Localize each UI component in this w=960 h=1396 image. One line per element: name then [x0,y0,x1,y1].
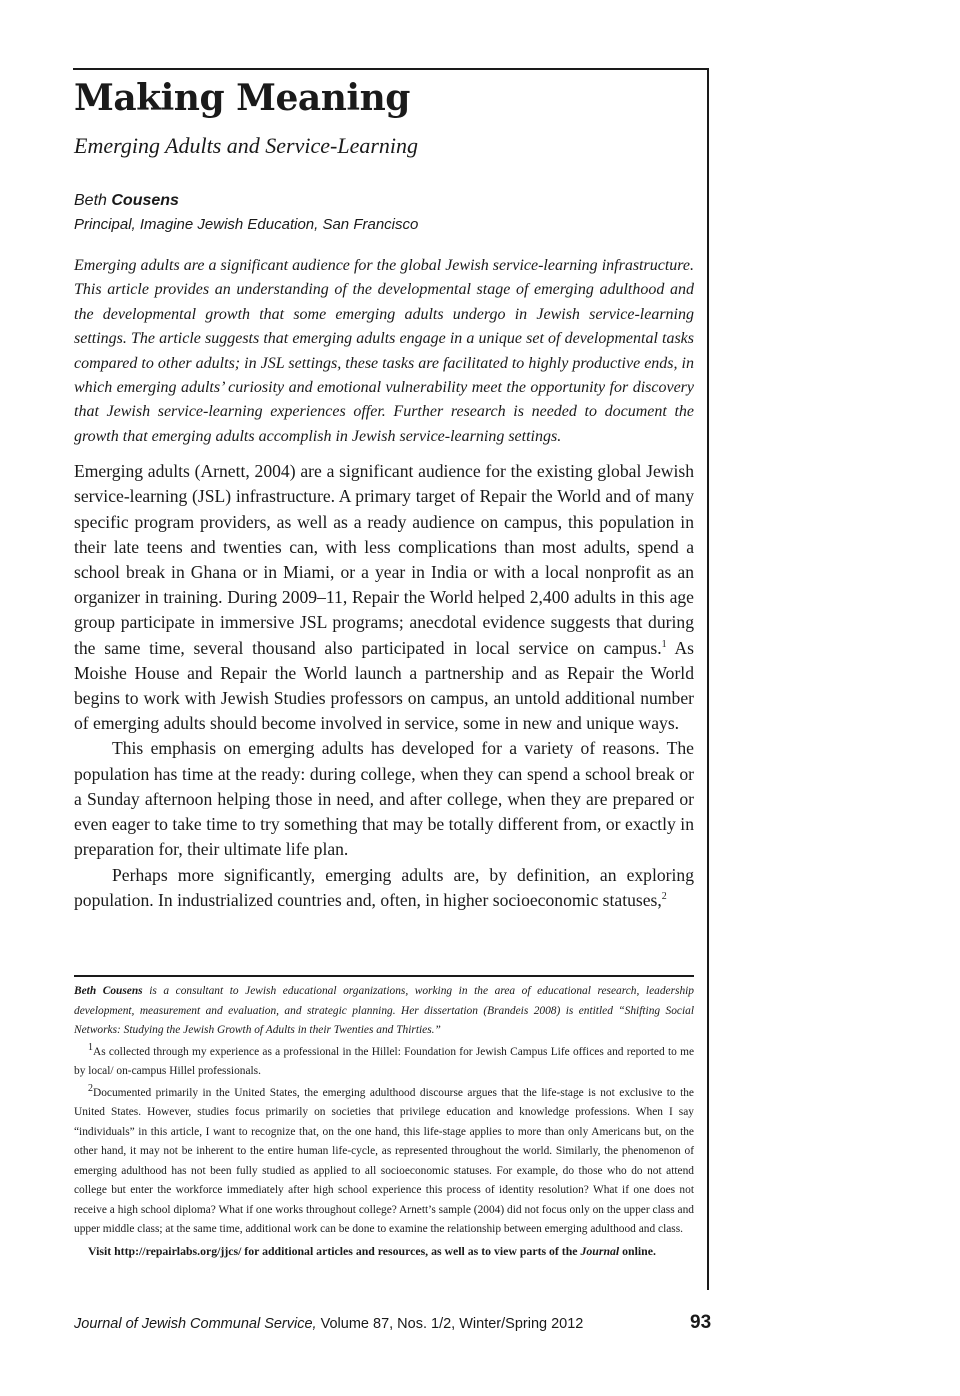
body-paragraph-1 [74,459,694,736]
article-subtitle: Emerging Adults and Service-Learning [74,133,419,158]
top-rule [73,68,709,70]
article-content [74,76,694,913]
footnote-2 [74,1084,694,1240]
footnote-1-number: 1 [88,1041,93,1053]
right-rule [707,68,709,1290]
author-affiliation: Principal, Imagine Jewish Education, San Francisco [74,216,419,233]
journal-name: Journal of Jewish Communal Service, [74,1316,317,1332]
footnote-ref-2: 2 [661,890,667,902]
author-bio [74,982,694,1041]
visit-note [74,1242,694,1262]
journal-issue: Volume 87, Nos. 1/2, Winter/Spring 2012 [316,1316,584,1332]
author-last-name: Cousens [111,192,179,209]
journal-footer [74,1316,583,1332]
footnote-ref-1: 1 [661,638,667,650]
body-paragraph-3 [74,863,694,913]
visit-note-end: online. [619,1243,656,1258]
visit-note-text: Visit http://repairlabs.org/jjcs/ for additional articles and resources, as well as to view parts of the [88,1243,581,1258]
page-number: 93 [690,1312,712,1333]
body-paragraph-1-text-b: As Moishe House and Repair the World launch a partnership and as Repair the World begins to work with Jewish Studies professors on campus, an untold additional number of emerging adults should become involved in service, some in new and unique ways. [74,637,694,734]
author-name [74,190,694,212]
author-bio-name: Beth Cousens [74,985,143,997]
visit-note-journal: Journal [580,1243,620,1258]
footnote-rule [74,975,694,977]
body-paragraph-2: This emphasis on emerging adults has developed for a variety of reasons. The population has time at the ready: during college, when they can spend a school break or a Sunday afternoon helping those in need, and after college, when they are prepared or even eager to take time to try something that may be totally different from, or exactly in preparation for, their ultimate life plan. [74,738,694,860]
footnote-2-text: Documented primarily in the United States, the emerging adulthood discourse argues that the life-stage is not exclusive to the United States. However, studies focus primarily on societies that privilege education and knowledge professions. When I say “individuals” in this article, I want to recognize that, on the one hand, this life-stage applies to more than only Americans but, on the other hand, it may not be inherent to the entire human life-cycle, as represented throughout the world. Similarly, the phenomenon of emerging adulthood has not been fully studied as applied to all socioeconomic statuses. For example, do those who do not attend college but enter the workforce immediately after high school experience this process of identity resolution? What if one does not receive a high school diploma? What if one works throughout college? Arnett’s sample (2004) did not focus only on the upper class and upper middle class; at the same time, additional work can be done to examine the relationship between emerging adulthood and class. [74,1086,694,1235]
body-paragraph-1-text-a: Emerging adults (Arnett, 2004) are a significant audience for the existing global Jewish service-learning (JSL) infrastructure. A primary target of Repair the World and of many specific program providers, as well as a ready audience on campus, this population in their late teens and twenties can, with less complications than most adults, spend a school break in Ghana or in Miami, or a year in India or with a local nonprofit as an organizer in training. During 2009–11, Repair the World helped 2,400 adults in this age group participate in immersive JSL programs; anecdotal evidence suggests that during the same time, several thousand also participated in local service on campus. [74,461,694,658]
footnotes [74,982,694,1261]
body-paragraph-3-text: Perhaps more significantly, emerging adults are, by definition, an exploring population. In industrialized countries and, often, in higher socioeconomic statuses, [74,864,694,910]
footnote-1-text: As collected through my experience as a professional in the Hillel: Foundation for Jewish Campus Life offices and reported to me by local/ on-campus Hillel professionals. [74,1045,694,1077]
article-title: Making Meaning [74,77,410,119]
author-first-name: Beth [74,192,107,209]
footnote-2-number: 2 [88,1082,93,1094]
footnote-1 [74,1043,694,1082]
abstract: Emerging adults are a significant audience for the global Jewish service-learning infrastructure. This article provides an understanding of the developmental stage of emerging adulthood and the developmental growth that some emerging adults undergo in Jewish service-learning settings. The article suggests that emerging adults engage in a unique set of developmental tasks compared to other adults; in JSL settings, these tasks are facilitated to highly productive ends, in which emerging adults’ curiosity and emotional vulnerability meet the opportunity for discovery that Jewish service-learning experiences offer. Further research is needed to document the growth that emerging adults accomplish in Jewish service-learning settings. [74,257,694,445]
author-bio-text: is a consultant to Jewish educational organizations, working in the area of educational research, leadership development, measurement and evaluation, and strategic planning. Her dissertation (Brandeis 2008) is entitled “Shifting Social Networks: Studying the Jewish Growth of Adults in their Twenties and Thirties.” [74,985,694,1036]
